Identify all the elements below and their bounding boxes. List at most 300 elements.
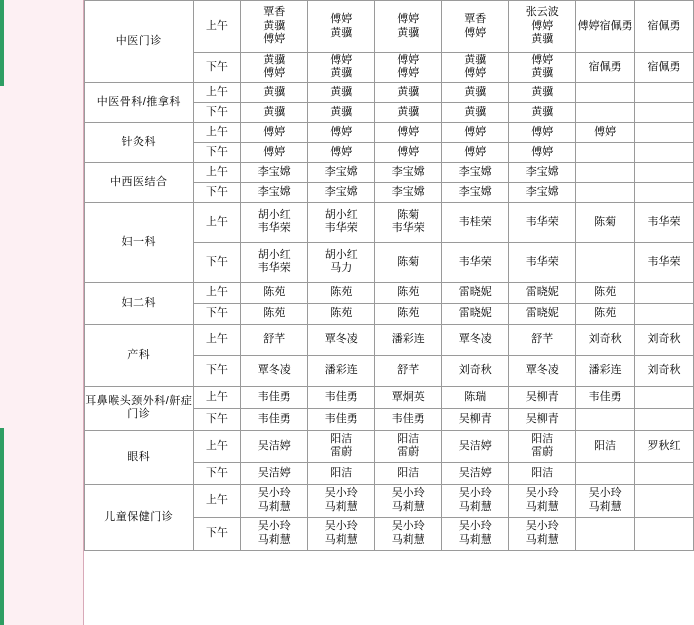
department-name-cell: 针灸科 [85,122,194,162]
schedule-cell [308,462,375,484]
schedule-cell [576,162,635,182]
doctor-name: 覃冬凌 [257,364,291,377]
table-row [85,82,694,102]
schedule-cell [509,102,576,122]
schedule-cell [308,122,375,142]
period-label-cell: 上午 [193,82,241,102]
doctor-name: 韦华荣 [458,255,492,268]
doctor-name: 阳洁 [330,466,353,479]
schedule-cell [241,202,308,242]
doctor-name: 舒芊 [263,333,286,346]
doctor-name: 覃冬凌 [525,364,559,377]
period-label-cell: 上午 [193,386,241,408]
schedule-cell [635,462,694,484]
doctor-name: 潘彩连 [324,364,358,377]
doctor-name: 韦佳勇 [257,412,291,425]
department-name-cell: 中医门诊 [85,1,194,83]
period-label-cell: 下午 [193,517,241,550]
doctor-name: 韦华荣 [257,262,291,275]
schedule-cell [375,182,442,202]
schedule-cell [509,82,576,102]
schedule-cell [375,386,442,408]
doctor-name: 覃香 [464,13,487,26]
schedule-cell [308,408,375,430]
period-label-cell: 下午 [193,242,241,282]
schedule-cell [509,462,576,484]
schedule-cell [241,303,308,324]
schedule-cell [241,182,308,202]
table-row [85,282,694,303]
doctor-name: 罗秋红 [647,439,681,452]
doctor-name: 李宝嫦 [257,165,291,178]
schedule-cell [241,430,308,462]
schedule-cell [509,303,576,324]
period-label-cell: 下午 [193,462,241,484]
doctor-name: 李宝嫦 [458,185,492,198]
doctor-name: 吴洁婷 [257,439,291,452]
schedule-cell [576,355,635,386]
department-name-cell: 儿童保健门诊 [85,484,194,550]
department-name-cell: 妇一科 [85,202,194,282]
doctor-name: 韦华荣 [391,222,425,235]
doctor-name: 吴小玲 [257,487,291,500]
schedule-cell [635,53,694,83]
doctor-name: 吴柳青 [525,390,559,403]
schedule-cell [308,430,375,462]
doctor-name: 马莉慧 [525,533,559,546]
doctor-name: 马莉慧 [257,533,291,546]
doctor-name: 陈菊 [397,255,420,268]
doctor-name: 吴柳青 [458,412,492,425]
schedule-cell [576,303,635,324]
schedule-cell [635,102,694,122]
doctor-name: 韦华荣 [647,255,681,268]
doctor-name: 覃香 [263,6,286,19]
doctor-name: 陈苑 [330,307,353,320]
schedule-cell [442,484,509,517]
doctor-name: 韦佳勇 [257,390,291,403]
schedule-cell [308,142,375,162]
doctor-name: 黄骥 [397,26,420,39]
schedule-cell [308,355,375,386]
doctor-name: 傅婷 [594,125,617,138]
doctor-name: 傅婷 [263,145,286,158]
doctor-name: 吴小玲 [391,520,425,533]
schedule-cell [442,1,509,53]
doctor-name: 陈苑 [330,286,353,299]
schedule-cell [635,162,694,182]
doctor-name: 黄骥 [464,85,487,98]
schedule-cell [241,282,308,303]
schedule-cell [509,122,576,142]
doctor-name: 舒芊 [531,333,554,346]
schedule-cell [442,82,509,102]
period-label-cell: 上午 [193,484,241,517]
schedule-cell [576,202,635,242]
doctor-name: 李宝嫦 [391,185,425,198]
doctor-name: 韦桂荣 [458,215,492,228]
schedule-cell [442,202,509,242]
doctor-name: 韦佳勇 [391,412,425,425]
schedule-cell [576,430,635,462]
schedule-cell [442,102,509,122]
doctor-name: 雷蔚 [531,446,554,459]
doctor-name: 阳洁 [531,432,554,445]
doctor-name: 刘奇秋 [458,364,492,377]
doctor-name: 覃冬凌 [324,333,358,346]
schedule-cell [635,484,694,517]
doctor-name: 傅婷 [464,26,487,39]
schedule-cell [241,102,308,122]
doctor-name: 覃炯英 [391,390,425,403]
schedule-cell [576,102,635,122]
doctor-name: 黄骥 [263,54,286,66]
schedule-cell [241,517,308,550]
schedule-cell [241,386,308,408]
table-row [85,1,694,53]
schedule-cell [635,517,694,550]
doctor-name: 黄骥 [397,85,420,98]
doctor-name: 傅婷 [263,33,286,46]
schedule-cell [576,408,635,430]
schedule-cell [576,517,635,550]
doctor-name: 黄骥 [330,105,353,118]
doctor-name: 傅婷 [330,54,353,66]
doctor-name: 雷晓妮 [458,307,492,320]
table-row [85,162,694,182]
period-label-cell: 上午 [193,282,241,303]
schedule-cell [442,142,509,162]
schedule-cell [576,182,635,202]
schedule-cell [241,355,308,386]
schedule-cell [308,202,375,242]
schedule-cell [442,355,509,386]
schedule-cell [576,142,635,162]
schedule-cell [635,386,694,408]
doctor-name: 李宝嫦 [391,165,425,178]
doctor-name: 李宝嫦 [525,185,559,198]
left-gutter-column [0,0,84,625]
schedule-cell [576,484,635,517]
doctor-name: 韦华荣 [525,255,559,268]
doctor-name: 韦华荣 [324,222,358,235]
schedule-cell [375,1,442,53]
schedule-cell [576,122,635,142]
schedule-cell [442,408,509,430]
department-name-cell: 眼科 [85,430,194,484]
schedule-cell [509,182,576,202]
doctor-name: 吴小玲 [525,520,559,533]
schedule-cell [442,122,509,142]
schedule-cell [241,82,308,102]
doctor-name: 陈苑 [263,286,286,299]
schedule-cell [308,82,375,102]
schedule-cell [442,162,509,182]
schedule-cell [308,1,375,53]
doctor-name: 李宝嫦 [257,185,291,198]
department-name-cell: 妇二科 [85,282,194,324]
schedule-cell [375,242,442,282]
schedule-cell [375,462,442,484]
doctor-name: 吴小玲 [324,487,358,500]
schedule-cell [375,142,442,162]
schedule-cell [635,242,694,282]
schedule-cell [635,142,694,162]
doctor-name: 吴小玲 [324,520,358,533]
schedule-cell [241,162,308,182]
table-row [85,430,694,462]
doctor-name: 韦佳勇 [324,390,358,403]
schedule-cell [576,242,635,282]
doctor-name: 马莉慧 [391,500,425,513]
doctor-name: 傅婷 [263,67,286,80]
department-name-cell: 中医骨科/推拿科 [85,82,194,122]
doctor-name: 傅婷 [397,125,420,138]
schedule-cell [442,303,509,324]
period-label-cell: 下午 [193,303,241,324]
schedule-cell [509,142,576,162]
table-row [85,324,694,355]
gutter-accent-bottom [0,428,4,625]
doctor-name: 韦华荣 [647,215,681,228]
schedule-cell [308,282,375,303]
schedule-cell [635,182,694,202]
schedule-cell [375,355,442,386]
doctor-name: 傅婷 [531,19,554,32]
doctor-name: 吴洁婷 [458,439,492,452]
schedule-cell [635,122,694,142]
schedule-cell [241,1,308,53]
doctor-name: 李宝嫦 [324,185,358,198]
schedule-cell [375,202,442,242]
doctor-name: 雷晓妮 [525,286,559,299]
schedule-cell [635,282,694,303]
schedule-cell [509,324,576,355]
table-row [85,386,694,408]
doctor-name: 胡小红 [324,248,358,261]
gutter-accent-top [0,0,4,86]
period-label-cell: 上午 [193,202,241,242]
doctor-name: 马莉慧 [324,533,358,546]
doctor-name: 舒芊 [397,364,420,377]
doctor-name: 宿佩勇 [647,60,681,73]
schedule-cell [635,324,694,355]
doctor-name: 黄骥 [397,105,420,118]
schedule-cell [241,462,308,484]
schedule-cell [509,408,576,430]
doctor-name: 黄骥 [464,105,487,118]
doctor-name: 马莉慧 [324,500,358,513]
doctor-name: 雷晓妮 [525,307,559,320]
doctor-name: 韦佳勇 [588,390,622,403]
period-label-cell: 下午 [193,182,241,202]
period-label-cell: 上午 [193,324,241,355]
doctor-name: 阳洁 [397,466,420,479]
doctor-name: 傅婷 [263,125,286,138]
schedule-cell [442,324,509,355]
schedule-cell [576,462,635,484]
schedule-cell [509,1,576,53]
schedule-cell [241,408,308,430]
period-label-cell: 上午 [193,162,241,182]
schedule-cell [442,462,509,484]
doctor-name: 陈苑 [594,307,617,320]
schedule-cell [576,53,635,83]
schedule-cell [442,182,509,202]
doctor-name: 黄骥 [531,67,554,80]
doctor-name: 傅婷 [464,67,487,80]
table-row [85,122,694,142]
doctor-name: 马力 [330,262,353,275]
doctor-name: 黄骥 [330,85,353,98]
schedule-cell [375,162,442,182]
doctor-name: 黄骥 [263,85,286,98]
doctor-name: 张云波 [525,6,559,19]
doctor-name: 黄骥 [531,33,554,46]
schedule-cell [635,430,694,462]
department-name-cell: 中西医结合 [85,162,194,202]
doctor-name: 陈瑞 [464,390,487,403]
doctor-name: 傅婷 [464,125,487,138]
doctor-name: 傅婷 [397,67,420,80]
doctor-name: 吴洁婷 [257,466,291,479]
period-label-cell: 下午 [193,408,241,430]
schedule-cell [442,242,509,282]
schedule-cell [375,82,442,102]
period-label-cell: 上午 [193,430,241,462]
schedule-cell [576,324,635,355]
schedule-cell [308,182,375,202]
doctor-name: 阳洁 [330,432,353,445]
schedule-cell [308,53,375,83]
schedule-cell [375,324,442,355]
department-name-cell: 耳鼻喉头颈外科/鼾症门诊 [85,386,194,430]
schedule-cell [375,517,442,550]
doctor-name: 傅婷 [397,54,420,66]
doctor-name: 马莉慧 [458,533,492,546]
doctor-name: 阳洁 [531,466,554,479]
period-label-cell: 上午 [193,122,241,142]
doctor-name: 黄骥 [263,105,286,118]
doctor-name: 吴小玲 [588,487,622,500]
schedule-cell [509,355,576,386]
period-label-cell: 下午 [193,102,241,122]
doctor-name: 李宝嫦 [525,165,559,178]
schedule-cell [509,386,576,408]
doctor-name: 韦华荣 [525,215,559,228]
schedule-cell [635,355,694,386]
doctor-name: 陈菊 [397,208,420,221]
schedule-cell [375,102,442,122]
doctor-name: 雷蔚 [330,446,353,459]
doctor-name: 韦华荣 [257,222,291,235]
doctor-name: 韦佳勇 [324,412,358,425]
schedule-cell [308,102,375,122]
doctor-name: 傅婷 [397,145,420,158]
doctor-name: 李宝嫦 [458,165,492,178]
doctor-name: 马莉慧 [257,500,291,513]
doctor-name: 傅婷 [330,125,353,138]
doctor-name: 马莉慧 [458,500,492,513]
schedule-cell [241,142,308,162]
schedule-cell [308,517,375,550]
schedule-cell [442,517,509,550]
doctor-name: 刘奇秋 [647,364,681,377]
period-label-cell: 下午 [193,142,241,162]
doctor-name: 宿佩勇 [588,60,622,73]
schedule-cell [509,517,576,550]
schedule-cell [375,282,442,303]
schedule-cell [308,162,375,182]
doctor-name: 傅婷 [397,13,420,26]
doctor-name: 陈苑 [397,286,420,299]
doctor-name: 傅婷 [330,145,353,158]
schedule-cell [576,386,635,408]
schedule-cell [509,53,576,83]
doctor-name: 陈苑 [397,307,420,320]
doctor-name: 吴小玲 [391,487,425,500]
schedule-cell [509,484,576,517]
doctor-name: 陈苑 [263,307,286,320]
table-row [85,484,694,517]
schedule-cell [375,53,442,83]
doctor-name: 阳洁 [594,439,617,452]
doctor-name: 刘奇秋 [588,333,622,346]
schedule-cell [576,1,635,53]
doctor-name: 吴小玲 [458,520,492,533]
schedule-cell [308,386,375,408]
doctor-name: 吴洁婷 [458,466,492,479]
period-label-cell: 下午 [193,355,241,386]
schedule-cell [509,430,576,462]
schedule-cell [375,303,442,324]
doctor-name: 阳洁 [397,432,420,445]
doctor-name: 马莉慧 [525,500,559,513]
doctor-name: 潘彩连 [588,364,622,377]
schedule-cell [509,242,576,282]
doctor-schedule-table [84,0,694,551]
doctor-name: 胡小红 [257,248,291,261]
doctor-name: 宿佩勇 [647,19,681,32]
doctor-name: 傅婷宿佩勇 [577,19,633,32]
department-name-cell: 产科 [85,324,194,386]
schedule-cell [308,242,375,282]
schedule-cell [576,82,635,102]
schedule-cell [241,53,308,83]
doctor-name: 胡小红 [324,208,358,221]
doctor-name: 吴柳青 [525,412,559,425]
schedule-cell [442,282,509,303]
doctor-name: 吴小玲 [458,487,492,500]
doctor-name: 黄骥 [330,26,353,39]
schedule-cell [308,303,375,324]
schedule-cell [308,484,375,517]
doctor-name: 陈苑 [594,286,617,299]
schedule-cell [241,242,308,282]
doctor-name: 傅婷 [531,145,554,158]
doctor-name: 傅婷 [464,145,487,158]
schedule-cell [635,408,694,430]
schedule-cell [241,324,308,355]
doctor-name: 马莉慧 [391,533,425,546]
doctor-name: 潘彩连 [391,333,425,346]
doctor-name: 雷蔚 [397,446,420,459]
schedule-cell [375,408,442,430]
schedule-cell [375,430,442,462]
schedule-cell [509,202,576,242]
schedule-cell [241,484,308,517]
period-label-cell: 上午 [193,1,241,53]
